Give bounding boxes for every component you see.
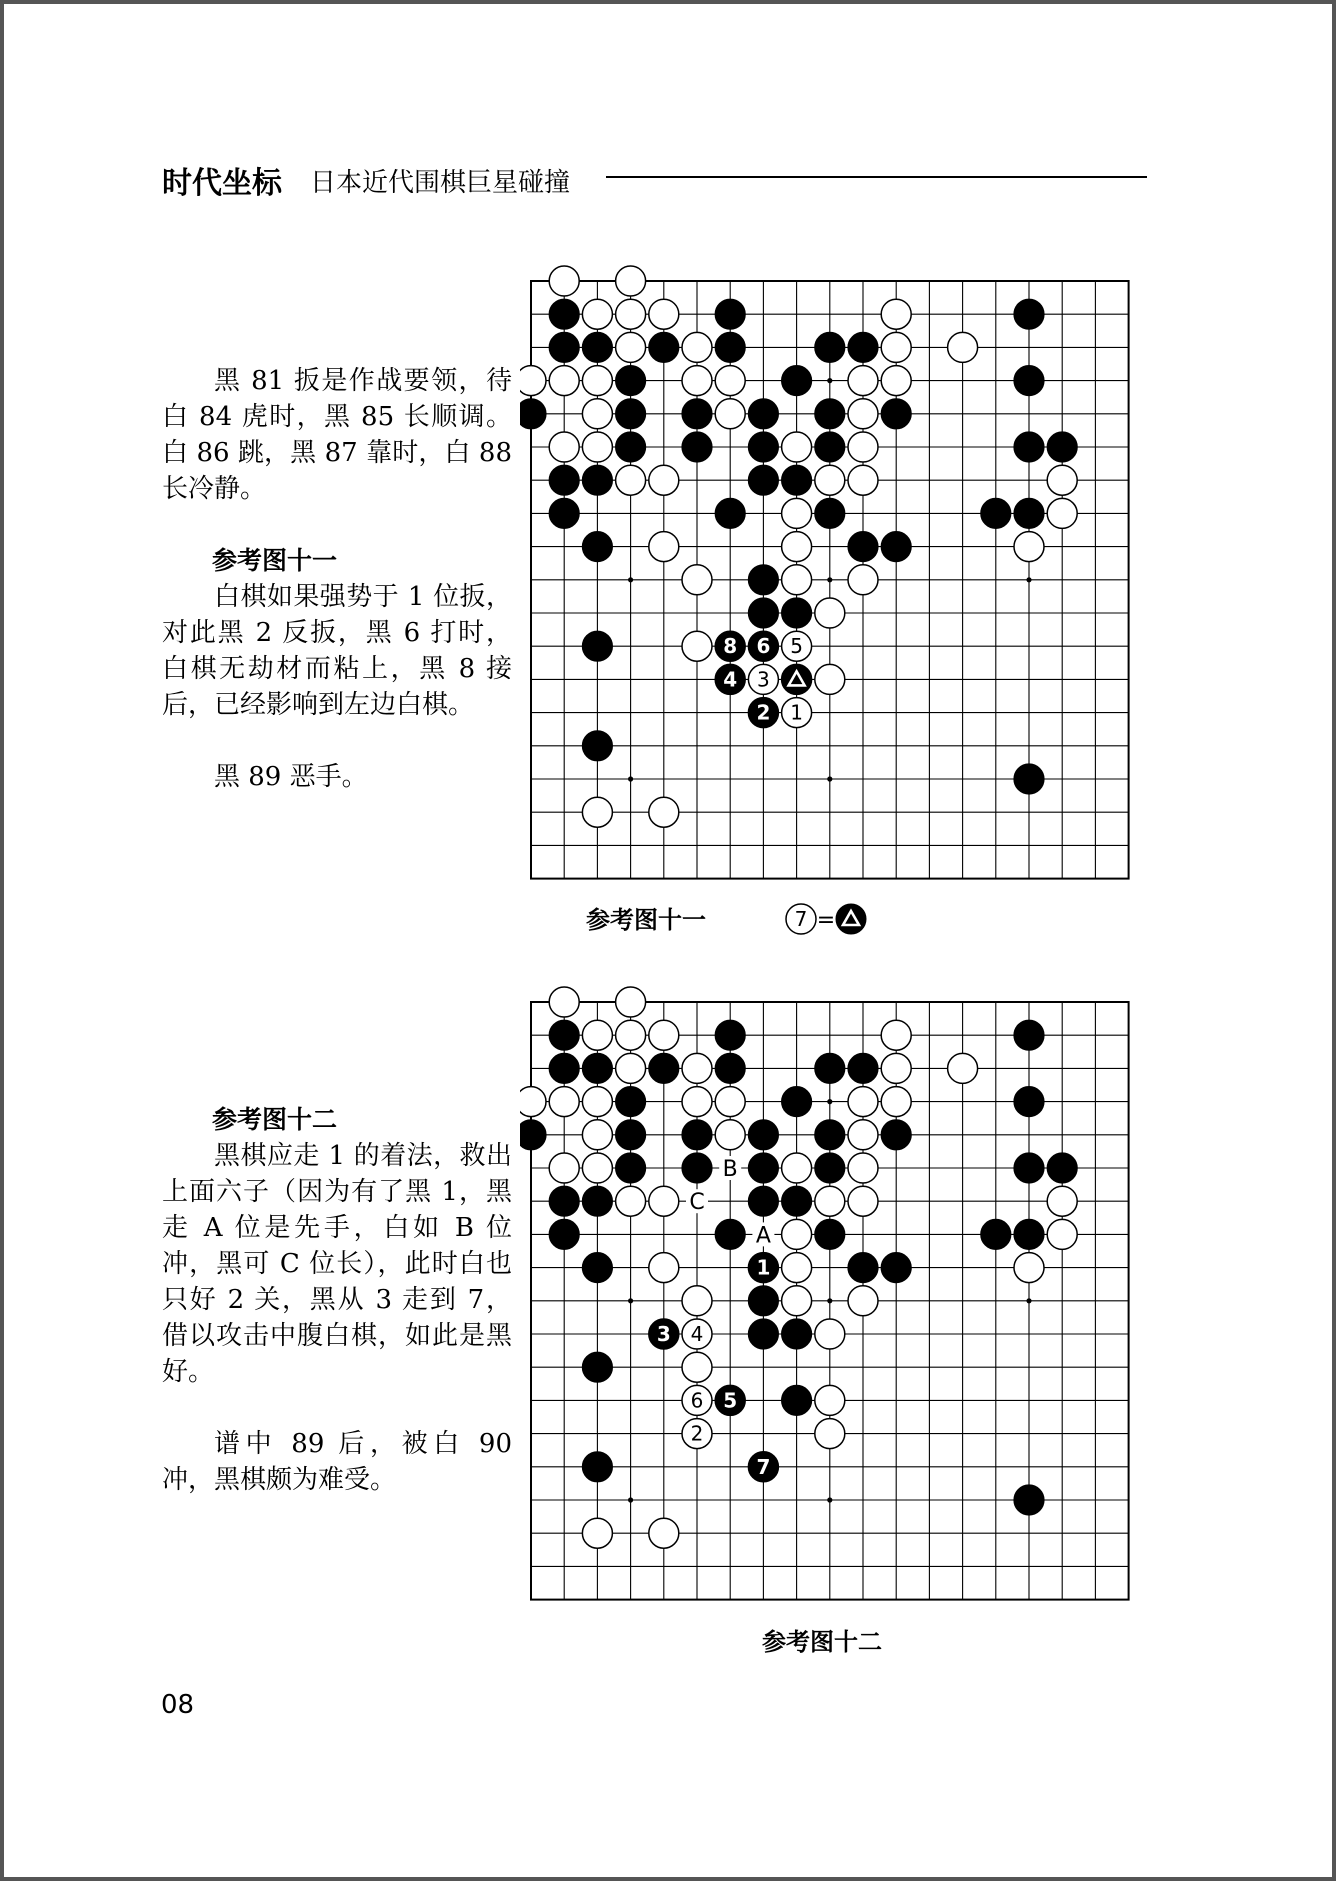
white-numbered-stone (748, 664, 778, 694)
white-stone (782, 1153, 812, 1183)
move-legend (783, 899, 903, 939)
black-stone (748, 598, 778, 628)
black-stone (1014, 764, 1044, 794)
move-number: 6 (756, 634, 771, 659)
move-number: 5 (790, 634, 803, 659)
white-stone (582, 1120, 612, 1150)
point-letter: C (689, 1190, 705, 1216)
white-stone (582, 366, 612, 396)
star-point (827, 577, 832, 582)
white-stone (881, 1020, 911, 1050)
point-letter: B (722, 1157, 738, 1182)
black-stone (748, 399, 778, 429)
move-number: 2 (756, 700, 771, 725)
white-stone (649, 1186, 679, 1216)
black-stone (815, 1219, 845, 1249)
white-stone (1014, 1253, 1044, 1283)
white-stone (616, 465, 646, 495)
book-title: 时代坐标 (162, 166, 282, 201)
black-stone (782, 465, 812, 495)
diagram-11-caption: 参考图十一 (586, 906, 706, 934)
black-stone (682, 1120, 712, 1150)
white-stone (815, 1319, 845, 1349)
black-stone (815, 1120, 845, 1150)
white-stone (549, 1153, 579, 1183)
black-numbered-stone (715, 1385, 745, 1415)
white-stone (881, 366, 911, 396)
section2-body: 黑棋应走 1 的着法，救出上面六子（因为有了黑 1，黑走 A 位是先手，白如 B 位冲，黑可 C 位长），此时白也只好 2 关，黑从 3 走到 7，借以攻击中腹白棋，如此是黑好。 (162, 1141, 512, 1387)
go-board-diagram-11 (520, 248, 1140, 898)
black-stone (549, 465, 579, 495)
white-stone (582, 399, 612, 429)
black-stone (582, 465, 612, 495)
white-stone (782, 532, 812, 562)
section1-text (162, 363, 512, 795)
white-stone (782, 1253, 812, 1283)
black-stone (616, 366, 646, 396)
black-stone (881, 1120, 911, 1150)
white-stone (881, 1053, 911, 1083)
black-stone (848, 1053, 878, 1083)
white-stone (616, 299, 646, 329)
black-numbered-stone (715, 631, 745, 661)
move-number: 1 (790, 700, 803, 725)
move-number: 3 (757, 667, 770, 692)
section1-note: 黑 89 恶手。 (214, 762, 368, 792)
black-stone (748, 565, 778, 595)
white-stone (948, 332, 978, 362)
white-stone (848, 1286, 878, 1316)
black-stone (782, 1087, 812, 1117)
white-stone (1047, 1219, 1077, 1249)
white-stone (582, 1153, 612, 1183)
black-stone (748, 1186, 778, 1216)
black-stone (881, 1253, 911, 1283)
white-stone (549, 266, 579, 296)
white-stone (616, 1053, 646, 1083)
white-stone (848, 432, 878, 462)
white-stone (616, 1186, 646, 1216)
black-stone (520, 1120, 546, 1150)
black-stone (815, 498, 845, 528)
black-stone (549, 1053, 579, 1083)
white-stone (649, 1020, 679, 1050)
diagram-12-caption: 参考图十二 (762, 1628, 882, 1656)
white-stone (881, 332, 911, 362)
black-stone (549, 498, 579, 528)
white-stone (815, 598, 845, 628)
black-stone (682, 432, 712, 462)
white-numbered-stone (682, 1419, 712, 1449)
move-number: 7 (756, 1454, 771, 1479)
section1-heading: 参考图十一 (212, 546, 338, 575)
black-stone (682, 1153, 712, 1183)
black-stone (582, 1053, 612, 1083)
black-stone (1047, 432, 1077, 462)
move-number: 4 (723, 667, 738, 692)
black-stone (1014, 299, 1044, 329)
black-stone (549, 332, 579, 362)
black-stone (616, 432, 646, 462)
white-stone (520, 366, 546, 396)
black-stone (582, 1186, 612, 1216)
white-stone (848, 465, 878, 495)
white-stone (715, 399, 745, 429)
white-stone (549, 987, 579, 1017)
black-stone (981, 1219, 1011, 1249)
black-stone (1014, 1153, 1044, 1183)
white-stone (782, 498, 812, 528)
black-stone (582, 1253, 612, 1283)
black-stone (715, 1219, 745, 1249)
white-stone (715, 1120, 745, 1150)
move-number: 3 (656, 1322, 671, 1346)
black-numbered-stone (782, 664, 812, 694)
black-stone (549, 1020, 579, 1050)
white-stone (881, 299, 911, 329)
point-letter: A (755, 1223, 771, 1249)
black-stone (748, 1319, 778, 1349)
black-stone (715, 1053, 745, 1083)
white-stone (815, 465, 845, 495)
white-stone (549, 432, 579, 462)
white-stone (782, 1286, 812, 1316)
black-stone (1014, 366, 1044, 396)
black-stone (649, 1053, 679, 1083)
white-stone (682, 1352, 712, 1382)
section2-heading: 参考图十二 (212, 1105, 338, 1134)
black-stone (881, 399, 911, 429)
white-stone (782, 432, 812, 462)
white-stone (582, 432, 612, 462)
white-stone (1047, 465, 1077, 495)
white-stone (682, 1286, 712, 1316)
star-point (628, 1497, 633, 1502)
black-stone (520, 399, 546, 429)
black-numbered-stone (715, 664, 745, 694)
black-stone (1047, 1153, 1077, 1183)
white-stone (682, 1053, 712, 1083)
white-stone (715, 366, 745, 396)
black-stone (616, 1120, 646, 1150)
black-stone (748, 1153, 778, 1183)
white-stone (881, 1087, 911, 1117)
black-stone (1014, 498, 1044, 528)
white-stone (682, 1087, 712, 1117)
black-stone (582, 1352, 612, 1382)
star-point (827, 1298, 832, 1303)
white-stone (848, 1186, 878, 1216)
star-point (1026, 577, 1031, 582)
white-stone (848, 366, 878, 396)
black-stone (815, 432, 845, 462)
black-stone (782, 1385, 812, 1415)
black-stone (981, 498, 1011, 528)
white-stone (582, 299, 612, 329)
star-point (827, 776, 832, 781)
black-stone (582, 1452, 612, 1482)
running-header (162, 158, 1147, 201)
white-stone (616, 1020, 646, 1050)
black-stone (1014, 1219, 1044, 1249)
black-numbered-stone (748, 631, 778, 661)
star-point (628, 1298, 633, 1303)
white-stone (582, 1020, 612, 1050)
white-numbered-stone (682, 1319, 712, 1349)
star-point (827, 378, 832, 383)
white-stone (682, 332, 712, 362)
move-number: 5 (723, 1388, 738, 1413)
white-stone (815, 1419, 845, 1449)
black-stone (549, 299, 579, 329)
black-stone (682, 399, 712, 429)
white-stone (815, 1186, 845, 1216)
black-stone (715, 332, 745, 362)
black-stone (815, 332, 845, 362)
black-stone (881, 532, 911, 562)
black-stone (649, 332, 679, 362)
book-subtitle: 日本近代围棋巨星碰撞 (310, 168, 571, 198)
black-stone (582, 532, 612, 562)
section2-text (162, 1102, 512, 1498)
black-numbered-stone (748, 1452, 778, 1482)
black-stone (782, 366, 812, 396)
white-stone (582, 797, 612, 827)
black-stone (616, 1087, 646, 1117)
black-stone (815, 399, 845, 429)
legend-equals: = (816, 908, 836, 933)
section1-body: 白棋如果强势于 1 位扳，对此黑 2 反扳，黑 6 打时，白棋无劫材而粘上，黑 8 接后，已经影响到左边白棋。 (162, 582, 512, 720)
white-stone (1047, 1186, 1077, 1216)
black-stone (782, 598, 812, 628)
white-stone (649, 1518, 679, 1548)
star-point (827, 1497, 832, 1502)
black-numbered-stone (649, 1319, 679, 1349)
black-stone (1014, 432, 1044, 462)
white-stone (848, 1087, 878, 1117)
move-number: 8 (723, 634, 738, 659)
black-stone (616, 399, 646, 429)
white-stone (616, 332, 646, 362)
white-stone (649, 797, 679, 827)
black-stone (848, 332, 878, 362)
section2-note: 谱中 89 后，被白 90 冲，黑棋颇为难受。 (162, 1429, 512, 1495)
white-stone (848, 1153, 878, 1183)
black-stone (582, 731, 612, 761)
move-number: 4 (690, 1322, 704, 1346)
black-stone (748, 1286, 778, 1316)
black-stone (616, 1153, 646, 1183)
black-stone (782, 1319, 812, 1349)
white-stone (549, 366, 579, 396)
black-stone (748, 432, 778, 462)
white-stone (1014, 532, 1044, 562)
star-point (628, 577, 633, 582)
white-stone (848, 565, 878, 595)
black-stone (715, 299, 745, 329)
white-stone (582, 1087, 612, 1117)
white-stone (815, 1385, 845, 1415)
move-number: 2 (690, 1421, 704, 1446)
black-stone (748, 465, 778, 495)
move-number: 6 (690, 1388, 704, 1413)
white-stone (582, 1518, 612, 1548)
star-point (827, 1099, 832, 1104)
white-stone (848, 399, 878, 429)
black-stone (715, 498, 745, 528)
white-stone (682, 565, 712, 595)
header-rule (606, 176, 1147, 178)
white-stone (649, 532, 679, 562)
white-numbered-stone (782, 698, 812, 728)
black-stone (549, 1186, 579, 1216)
page-number: 08 (161, 1690, 195, 1720)
white-stone (616, 266, 646, 296)
black-stone (815, 1053, 845, 1083)
black-numbered-stone (748, 698, 778, 728)
white-stone (782, 1219, 812, 1249)
white-numbered-stone (682, 1385, 712, 1415)
white-stone (649, 299, 679, 329)
black-stone (815, 1153, 845, 1183)
black-stone (549, 1219, 579, 1249)
star-point (1026, 1298, 1031, 1303)
white-stone (549, 1087, 579, 1117)
black-stone (848, 532, 878, 562)
black-stone (848, 1253, 878, 1283)
commentary-paragraph: 黑 81 扳是作战要领，待白 84 虎时，黑 85 长顺调。白 86 跳，黑 87 靠时，白 88 长冷静。 (162, 366, 512, 504)
white-stone (520, 1087, 546, 1117)
white-stone (1047, 498, 1077, 528)
black-numbered-stone (748, 1253, 778, 1283)
black-stone (715, 1020, 745, 1050)
black-stone (582, 332, 612, 362)
white-stone (782, 565, 812, 595)
white-stone (848, 1120, 878, 1150)
move-number: 1 (756, 1255, 771, 1280)
white-stone (715, 1087, 745, 1117)
white-stone (815, 664, 845, 694)
white-stone (682, 631, 712, 661)
black-stone (1014, 1485, 1044, 1515)
white-numbered-stone (782, 631, 812, 661)
black-stone (1014, 1020, 1044, 1050)
legend-move-number: 7 (794, 907, 808, 931)
white-stone (948, 1053, 978, 1083)
white-stone (649, 465, 679, 495)
star-point (628, 776, 633, 781)
white-stone (616, 987, 646, 1017)
black-stone (748, 1120, 778, 1150)
white-stone (682, 366, 712, 396)
black-stone (1014, 1087, 1044, 1117)
go-board-diagram-12 (520, 969, 1140, 1619)
white-stone (649, 1253, 679, 1283)
black-stone (582, 631, 612, 661)
black-stone (782, 1186, 812, 1216)
